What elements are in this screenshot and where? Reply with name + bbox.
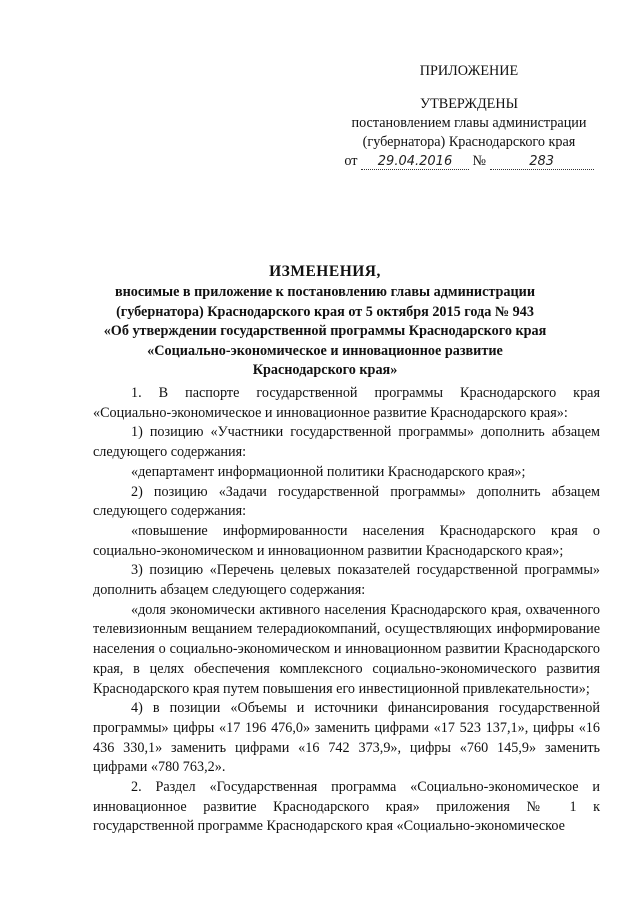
paragraph-8: 4) в позиции «Объемы и источники финансирования государственной программы» цифры «17 196 476,0» заменить цифрами «17 523 137,1», цифры «16 436 330,1» заменить цифрами «16 742 373,9», цифры «760 145,9» заменить цифрами «780 763,2». — [93, 700, 600, 776]
heading-line-4: «Социально-экономическое и инновационное развитие — [147, 342, 503, 359]
date-prefix: от — [344, 153, 358, 169]
approval-block — [338, 62, 600, 171]
approval-line-2: (губернатора) Краснодарского края — [362, 134, 576, 150]
handwritten-date: 29.04.2016 — [361, 154, 469, 170]
approval-line-1: постановлением главы администрации — [351, 115, 587, 131]
handwritten-number: 283 — [490, 154, 594, 170]
approval-date-line — [338, 152, 600, 171]
heading-line-1: вносимые в приложение к постановлению главы администрации — [114, 284, 536, 300]
document-heading — [80, 261, 570, 381]
document-body — [93, 384, 600, 837]
paragraph-2: 1) позицию «Участники государственной программы» дополнить абзацем следующего содержания: — [93, 424, 600, 461]
paragraph-3: «департамент информационной политики Краснодарского края»; — [131, 463, 526, 480]
heading-line-3: «Об утверждении государственной программы Краснодарского края — [103, 323, 547, 340]
paragraph-1: 1. В паспорте государственной программы Краснодарского края «Социально-экономическое и инновационное развитие Краснодарского края»: — [93, 385, 600, 421]
appendix-title: ПРИЛОЖЕНИЕ — [419, 63, 519, 79]
paragraph-4: 2) позицию «Задачи государственной программы» дополнить абзацем следующего содержания: — [93, 483, 600, 520]
heading-line-5: Краснодарского края» — [252, 362, 398, 379]
approved-label: УТВЕРЖДЕНЫ — [420, 96, 518, 112]
heading-line-2: (губернатора) Краснодарского края от 5 октября 2015 года № 943 — [116, 303, 534, 320]
paragraph-5: «повышение информированности населения Краснодарского края о социально-экономическом и инновационном развитии Краснодарского края»; — [93, 522, 600, 559]
paragraph-9: 2. Раздел «Государственная программа «Социально-экономическое и инновационное развитие Краснодарского края» приложения № 1 к государственной программе Краснодарского края «Социально-экономическое — [93, 779, 600, 835]
number-sign: № — [472, 153, 487, 169]
paragraph-6: 3) позицию «Перечень целевых показателей государственной программы» дополнить абзацем следующего содержания: — [93, 562, 600, 599]
heading-title: ИЗМЕНЕНИЯ, — [269, 263, 381, 280]
paragraph-7: «доля экономически активного населения Краснодарского края, охваченного телевизионным вещанием телерадиокомпаний, осуществляющих информирование населения о социально-экономическом и инновационном развитии Краснодарского края, в целях обеспечения комплексного социально-экономического развития Краснодарского края путем повышения его инвестиционной привлекательности»; — [93, 601, 600, 697]
